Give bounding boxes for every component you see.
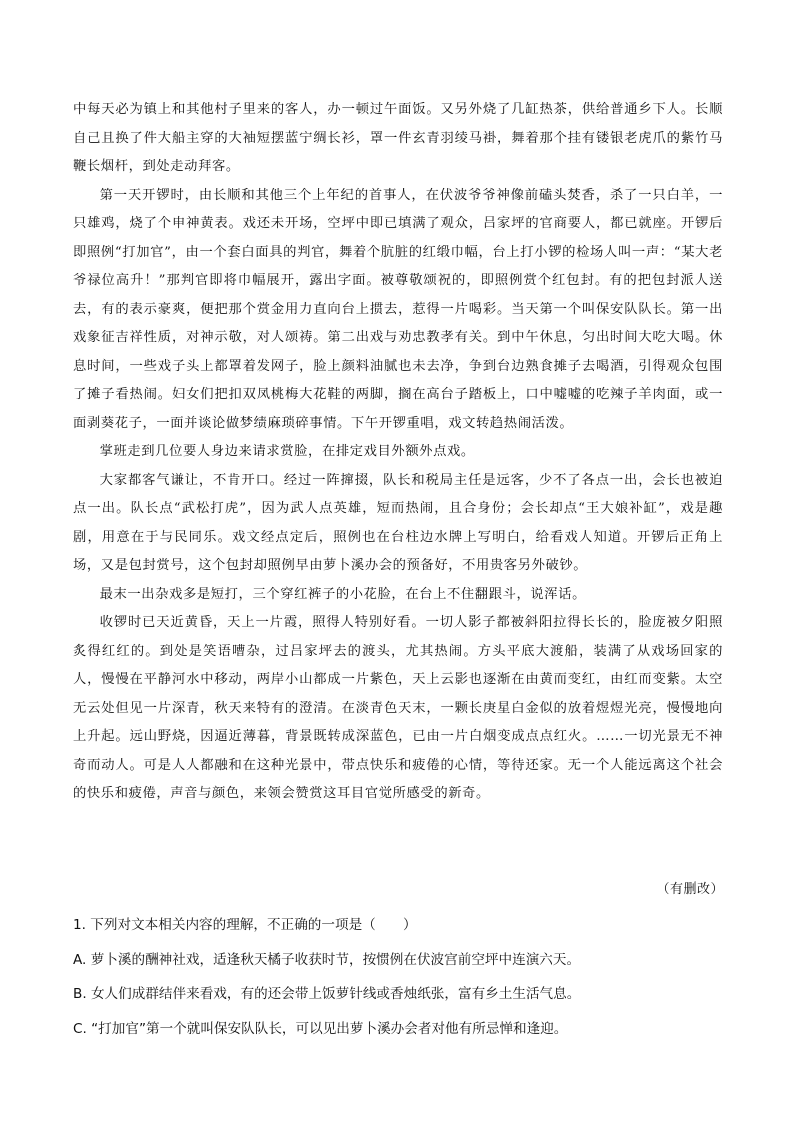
option-b: B. 女人们成群结伴来看戏，有的还会带上饭萝针线或香烛纸张，富有乡土生活气息。 xyxy=(73,986,581,1002)
source-note: （有删改） xyxy=(656,882,724,897)
passage-paragraph-6: 收锣时已天近黄昏，天上一片霞，照得人特别好看。一切人影子都被斜阳拉得长长的，脸庞被夕阳照炙得红红的。到处是笑语嘈杂，过吕家坪去的渡头，尤其热闹。方头平底大渡船，装满了从戏场回家的人，慢慢在平静河水中移动，两岸小山都成一片紫色，天上云影也逐渐在由黄而变红，由红而变紫。太空无云处但见一片深青，秋天来特有的澄清。在淡青色天末，一颗长庚星白金似的放着煜煜光亮，慢慢地向上升起。远山野烧，因逼近薄暮，背景既转成深蓝色，已由一片白烟变成点点红火。……一切光景无不神奇而动人。可是人人都融和在这种光景中，带点快乐和疲倦的心情，等待还家。无一个人能远离这个社会的快乐和疲倦，声音与颜色，来领会赞赏这耳目官觉所感受的新奇。 xyxy=(73,615,723,801)
passage-paragraph-3: 掌班走到几位要人身边来请求赏脸，在排定戏目外额外点戏。 xyxy=(99,444,475,459)
question-block xyxy=(73,908,733,1046)
passage-paragraph-2: 第一天开锣时，由长顺和其他三个上年纪的首事人，在伏波爷爷神像前磕头焚香，杀了一只白羊，一只雄鸡，烧了个申神黄表。戏还未开场，空坪中即已填满了观众，吕家坪的官商要人，都已就座。开锣后即照例“打加官”，由一个套白面具的判官，舞着个肮脏的红缎巾幅，台上打小锣的检场人叫一声：“某大老爷禄位高升！”那判官即将巾幅展开，露出字面。被尊敬颂祝的，即照例赏个红包封。有的把包封派人送去，有的表示豪爽，便把那个赏金用力直向台上掼去，惹得一片喝彩。当天第一个叫保安队队长。第一出戏象征吉祥性质，对神示敬，对人颂祷。第二出戏与劝忠教孝有关。到中午休息，匀出时间大吃大喝。休息时间，一些戏子头上都罩着发网子，脸上颜料油腻也未去净，争到台边熟食摊子去喝酒，引得观众包围了摊子看热闹。妇女们把扣双凤桃梅大花鞋的两脚，搁在高台子踏板上，口中嘘嘘的吃辣子羊肉面，或一面剥葵花子，一面并谈论做梦绩麻琐碎事情。下午开锣重唱，戏文转趋热闹活泼。 xyxy=(73,187,723,431)
passage-paragraph-1: 中每天必为镇上和其他村子里来的客人，办一顿过午面饭。又另外烧了几缸热茶，供给普通乡下人。长顺自己且换了件大船主穿的大袖短摆蓝宁绸长衫，罩一件玄青羽绫马褂，舞着那个挂有镂银老虎爪的紫竹马鞭长烟杆，到处走动拜客。 xyxy=(73,102,723,174)
question-stem: 1. 下列对文本相关内容的理解，不正确的一项是（ ） xyxy=(73,917,417,933)
passage-paragraph-5: 最末一出杂戏多是短打，三个穿红裤子的小花脸，在台上不住翻跟斗，说浑话。 xyxy=(99,586,586,602)
passage-paragraph-4: 大家都客气谦让，不肯开口。经过一阵撺掇，队长和税局主任是远客，少不了各点一出，会长也被迫点一出。队长点“武松打虎”，因为武人点英雄，短而热闹，且合身份；会长却点“王大娘补缸”，戏是趣剧，用意在于与民同乐。戏文经点定后，照例也在台柱边水牌上写明白，给看戏人知道。开锣后正角上场，又是包封赏号，这个包封却照例早由萝卜溪办会的预备好，不用贵客另外破钞。 xyxy=(73,472,723,573)
option-a: A. 萝卜溪的酬神社戏，适逢秋天橘子收获时节，按惯例在伏波宫前空坪中连演六天。 xyxy=(73,951,581,968)
option-c: C. “打加官”第一个就叫保安队队长，可以见出萝卜溪办会者对他有所忌惮和逢迎。 xyxy=(73,1020,568,1037)
reading-passage xyxy=(73,96,723,809)
